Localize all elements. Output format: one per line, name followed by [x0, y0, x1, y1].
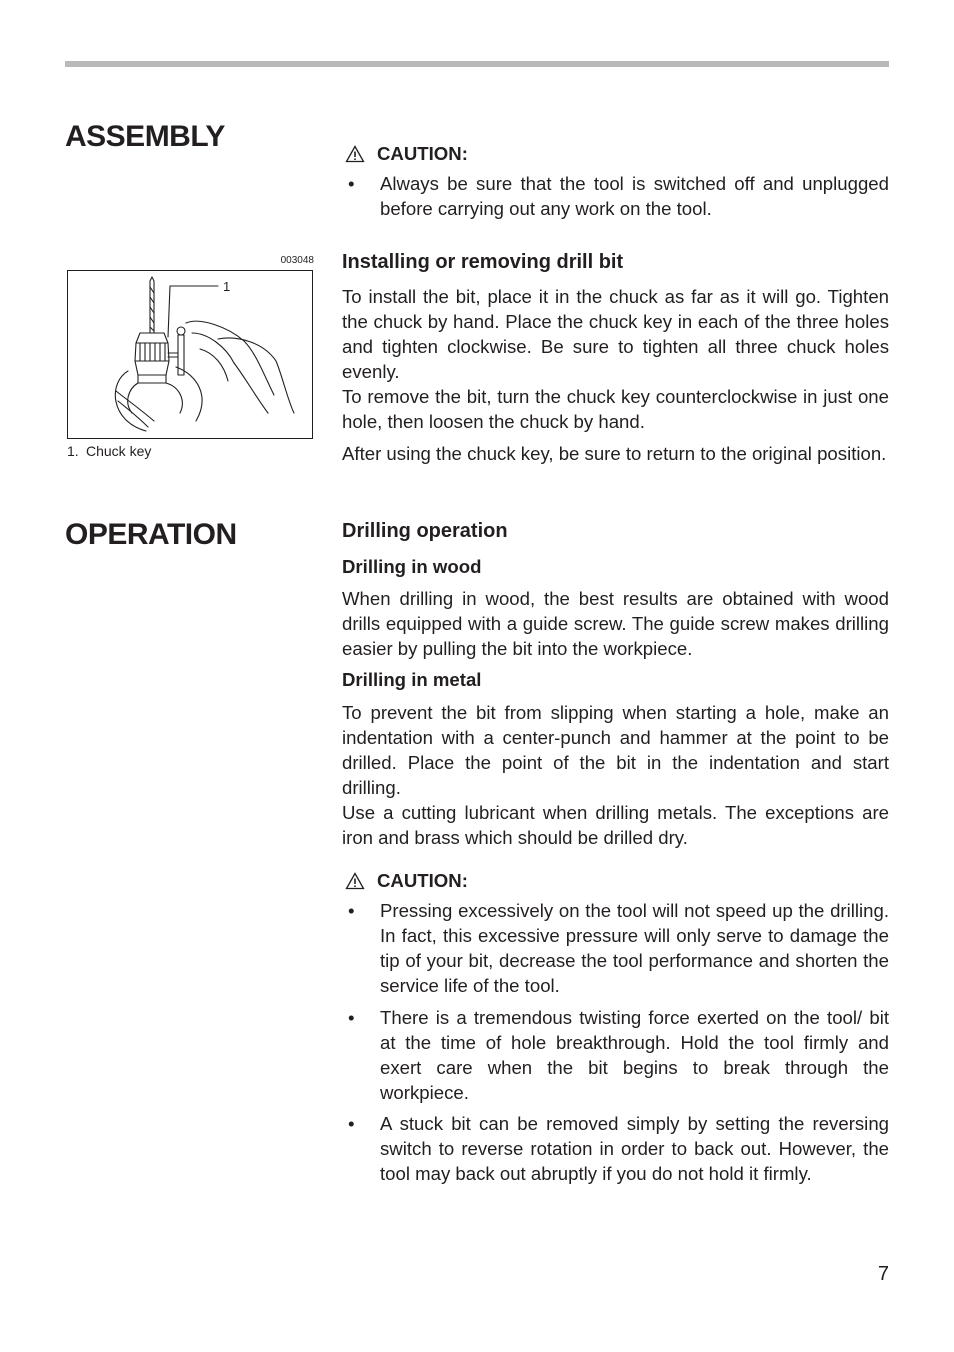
caution-item-text: Pressing excessively on the tool will not speed up the drilling. In fact, this excessive pressure will only serve to damage the tip of your bit, decrease the tool performance and shorten the service life of the tool.: [380, 900, 889, 996]
figure-caption: [67, 443, 151, 459]
drill-chuck-illustration: [68, 271, 311, 437]
drilling-wood-heading: Drilling in wood: [342, 556, 482, 577]
operation-caution-label: [345, 870, 468, 892]
figure-caption-number: 1.: [67, 443, 79, 459]
page-number: 7: [877, 1263, 889, 1285]
operation-heading: OPERATION: [65, 518, 237, 551]
assembly-caution-label: [345, 143, 468, 165]
caution-item-text: A stuck bit can be removed simply by setting the reversing switch to reverse rotation in order to back out. However, the tool may back out abruptly if you do not hold it firmly.: [380, 1113, 889, 1184]
metal-paragraph: Use a cutting lubricant when drilling metals. The exceptions are iron and brass which should be drilled dry.: [342, 802, 889, 848]
assembly-heading: ASSEMBLY: [65, 120, 225, 153]
caution-text: CAUTION:: [377, 870, 468, 891]
metal-paragraph: To prevent the bit from slipping when starting a hole, make an indentation with a center-punch and hammer at the point to be drilled. Place the point of the bit in the indentation and start drilling.: [342, 702, 889, 798]
figure-callout-number: 1: [223, 279, 231, 294]
install-paragraph: To install the bit, place it in the chuck as far as it will go. Tighten the chuck by hand. Place the chuck key in each of the three holes and tighten clockwise. Be sure to tighten all three chuck holes evenly.: [342, 286, 889, 382]
bullet-dot: •: [348, 173, 355, 194]
bullet-dot: •: [348, 900, 355, 921]
bullet-dot: •: [348, 1113, 355, 1134]
top-rule: [65, 61, 889, 67]
install-paragraph-after: After using the chuck key, be sure to return to the original position.: [342, 443, 887, 464]
drilling-wood-paragraph: When drilling in wood, the best results are obtained with wood drills equipped with a guide screw. The guide screw makes drilling easier by pulling the bit into the workpiece.: [342, 588, 889, 659]
operation-caution-item: [342, 1111, 889, 1186]
warning-triangle-icon: [345, 145, 365, 163]
caution-item-text: Always be sure that the tool is switched off and unplugged before carrying out any work on the tool.: [380, 173, 889, 219]
operation-caution-item: [342, 1005, 889, 1105]
install-paragraphs: [342, 284, 889, 434]
drilling-operation-heading: Drilling operation: [342, 520, 508, 542]
caution-text: CAUTION:: [377, 143, 468, 164]
assembly-caution-item: [342, 171, 889, 221]
install-heading: Installing or removing drill bit: [342, 251, 624, 273]
drilling-metal-paragraphs: [342, 700, 889, 850]
install-paragraph: To remove the bit, turn the chuck key counterclockwise in just one hole, then loosen the chuck by hand.: [342, 386, 889, 432]
operation-caution-item: [342, 898, 889, 998]
warning-triangle-icon: [345, 872, 365, 890]
figure-code: 003048: [280, 255, 314, 266]
drilling-metal-heading: Drilling in metal: [342, 669, 482, 690]
caution-item-text: There is a tremendous twisting force exerted on the tool/ bit at the time of hole breakthrough. Hold the tool firmly and exert care when the bit begins to break through the workpiece.: [380, 1007, 889, 1103]
bullet-dot: •: [348, 1007, 355, 1028]
chuck-key-figure: [67, 270, 313, 439]
figure-caption-text: Chuck key: [86, 443, 152, 459]
